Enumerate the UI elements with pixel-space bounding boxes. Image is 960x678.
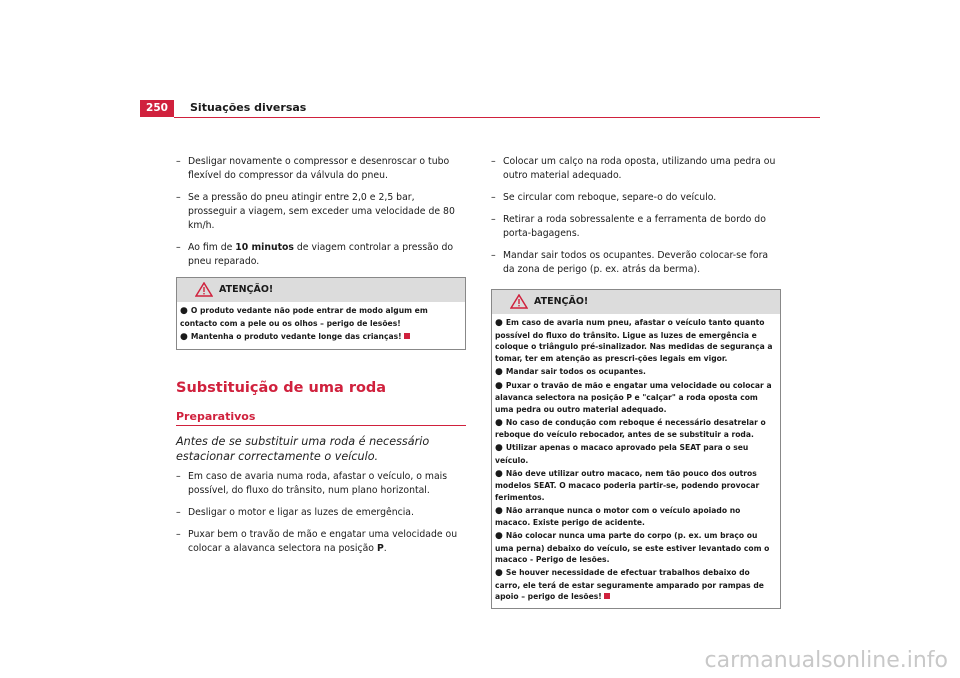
warning-item: ● Utilizar apenas o macaco aprovado pela SEAT para o seu veículo.	[495, 443, 749, 465]
end-of-section-square	[404, 333, 410, 339]
warning-body	[492, 314, 780, 608]
header-rule	[174, 117, 820, 118]
warning-item: ● Puxar o travão de mão e engatar uma velocidade ou colocar a alavanca selectora na posição P e "calçar" a roda oposta com uma pedra ou outro material adequado.	[495, 380, 772, 414]
warning-header	[177, 278, 465, 302]
warning-title: ATENÇÃO!	[534, 296, 589, 307]
step-item: – Desligar novamente o compressor e desenroscar o tubo flexível do compressor da válvula do pneu.	[176, 156, 450, 181]
warning-triangle-icon	[510, 294, 528, 309]
warning-triangle-icon	[195, 282, 213, 297]
warning-item: ● Não colocar nunca uma parte do corpo (p. ex. um braço ou uma perna) debaixo do veículo, se este estiver levantado com o macaco - Perigo de lesões.	[495, 531, 770, 564]
watermark: carmanualsonline.info	[704, 648, 948, 673]
step-item: – Colocar um calço na roda oposta, utilizando uma pedra ou outro material adequado.	[491, 156, 776, 181]
step-text: Desligar o motor e ligar as luzes de emergência.	[188, 506, 414, 518]
subsection-heading: Preparativos	[176, 410, 466, 426]
bullet-dot: ●	[495, 505, 503, 516]
page-number: 250	[140, 100, 174, 117]
warning-title: ATENÇÃO!	[219, 284, 274, 295]
bullet-dot: ●	[495, 417, 503, 428]
step-text: Em caso de avaria numa roda, afastar o veículo, o mais possível, do fluxo do trânsito, num plano horizontal.	[188, 470, 448, 496]
warning-item: ● Não arranque nunca o motor com o veículo apoiado no macaco. Existe perigo de acidente.	[495, 505, 741, 527]
right-column	[491, 155, 781, 609]
step-item: – Se circular com reboque, separe-o do veículo.	[491, 192, 717, 203]
section-title: Situações diversas	[190, 101, 307, 114]
bullet-dot: ●	[495, 568, 503, 578]
warning-item: ● Em caso de avaria num pneu, afastar o veículo tanto quanto possível do fluxo do trânsito. Ligue as luzes de emergência e coloque o triângulo pré-sinalizador. Nas medidas de segurança a tomar, ter em atenção as prescri-ções legais em vigor.	[495, 318, 773, 363]
step-item: – Retirar a roda sobressalente e a ferramenta de bordo do porta-bagagens.	[491, 214, 766, 239]
step-item: – Desligar o motor e ligar as luzes de emergência.	[176, 506, 414, 518]
bullet-dot: ●	[495, 531, 503, 541]
step-item: – Se a pressão do pneu atingir entre 2,0 e 2,5 bar, prosseguir a viagem, sem exceder uma velocidade de 80 km/h.	[176, 192, 455, 231]
warning-item: ● Não deve utilizar outro macaco, nem tão pouco dos outros modelos SEAT. O macaco poderia partir-se, podendo provocar ferimentos.	[495, 468, 760, 502]
step-item: – Mandar sair todos os ocupantes. Deverão colocar-se fora da zona de perigo (p. ex. atrás da berma).	[491, 250, 769, 275]
section-heading: Substituição de uma roda	[176, 379, 387, 396]
end-of-section-square	[604, 593, 610, 599]
step-text: Ao fim de 10 minutos de viagem controlar a pressão do pneu reparado.	[188, 242, 454, 267]
step-item: – Ao fim de 10 minutos de viagem controlar a pressão do pneu reparado.	[176, 242, 454, 267]
step-text: Retirar a roda sobressalente e a ferramenta de bordo do porta-bagagens.	[503, 214, 766, 239]
bullet-dot: ●	[495, 443, 503, 453]
bullet-dot: ●	[495, 380, 503, 391]
bullet-dot: ●	[180, 331, 188, 342]
step-text: Se circular com reboque, separe-o do veículo.	[503, 192, 717, 203]
step-text: Colocar um calço na roda oposta, utilizando uma pedra ou outro material adequado.	[503, 156, 776, 181]
step-text: Desligar novamente o compressor e desenroscar o tubo flexível do compressor da válvula do pneu.	[188, 156, 450, 181]
step-item: – Em caso de avaria numa roda, afastar o veículo, o mais possível, do fluxo do trânsito, num plano horizontal.	[176, 470, 448, 496]
step-text: Puxar bem o travão de mão e engatar uma velocidade ou colocar a alavanca selectora na posição P.	[188, 528, 458, 554]
bullet-dot: ●	[495, 366, 503, 377]
page-header	[140, 100, 820, 120]
warning-body	[177, 302, 465, 349]
warning-item: ● Se houver necessidade de efectuar trabalhos debaixo do carro, ele terá de estar seguramente amparado por rampas de apoio – perigo de lesões!	[495, 568, 764, 601]
warning-item: ● O produto vedante não pode entrar de modo algum em contacto com a pele ou os olhos – perigo de lesões!	[180, 306, 428, 328]
bullet-dot: ●	[495, 318, 503, 328]
warning-item: ● Mantenha o produto vedante longe das crianças!	[180, 331, 462, 344]
warning-item: ● Mandar sair todos os ocupantes.	[495, 366, 646, 377]
warning-box	[491, 289, 781, 609]
bullet-dot: ●	[180, 306, 188, 316]
bullet-dot: ●	[495, 468, 503, 479]
intro-text: Antes de se substituir uma roda é necessário estacionar correctamente o veículo.	[176, 434, 430, 463]
step-text: Mandar sair todos os ocupantes. Deverão colocar-se fora da zona de perigo (p. ex. atrás da berma).	[503, 250, 769, 275]
warning-header	[492, 290, 780, 314]
step-item: – Puxar bem o travão de mão e engatar uma velocidade ou colocar a alavanca selectora na posição P.	[176, 528, 458, 554]
warning-box	[176, 277, 466, 350]
left-column	[176, 155, 466, 564]
warning-item: ● No caso de condução com reboque é necessário desatrelar o reboque do veículo rebocador, antes de se substituir a roda.	[495, 417, 766, 439]
step-text: Se a pressão do pneu atingir entre 2,0 e 2,5 bar, prosseguir a viagem, sem exceder uma velocidade de 80 km/h.	[188, 192, 455, 231]
